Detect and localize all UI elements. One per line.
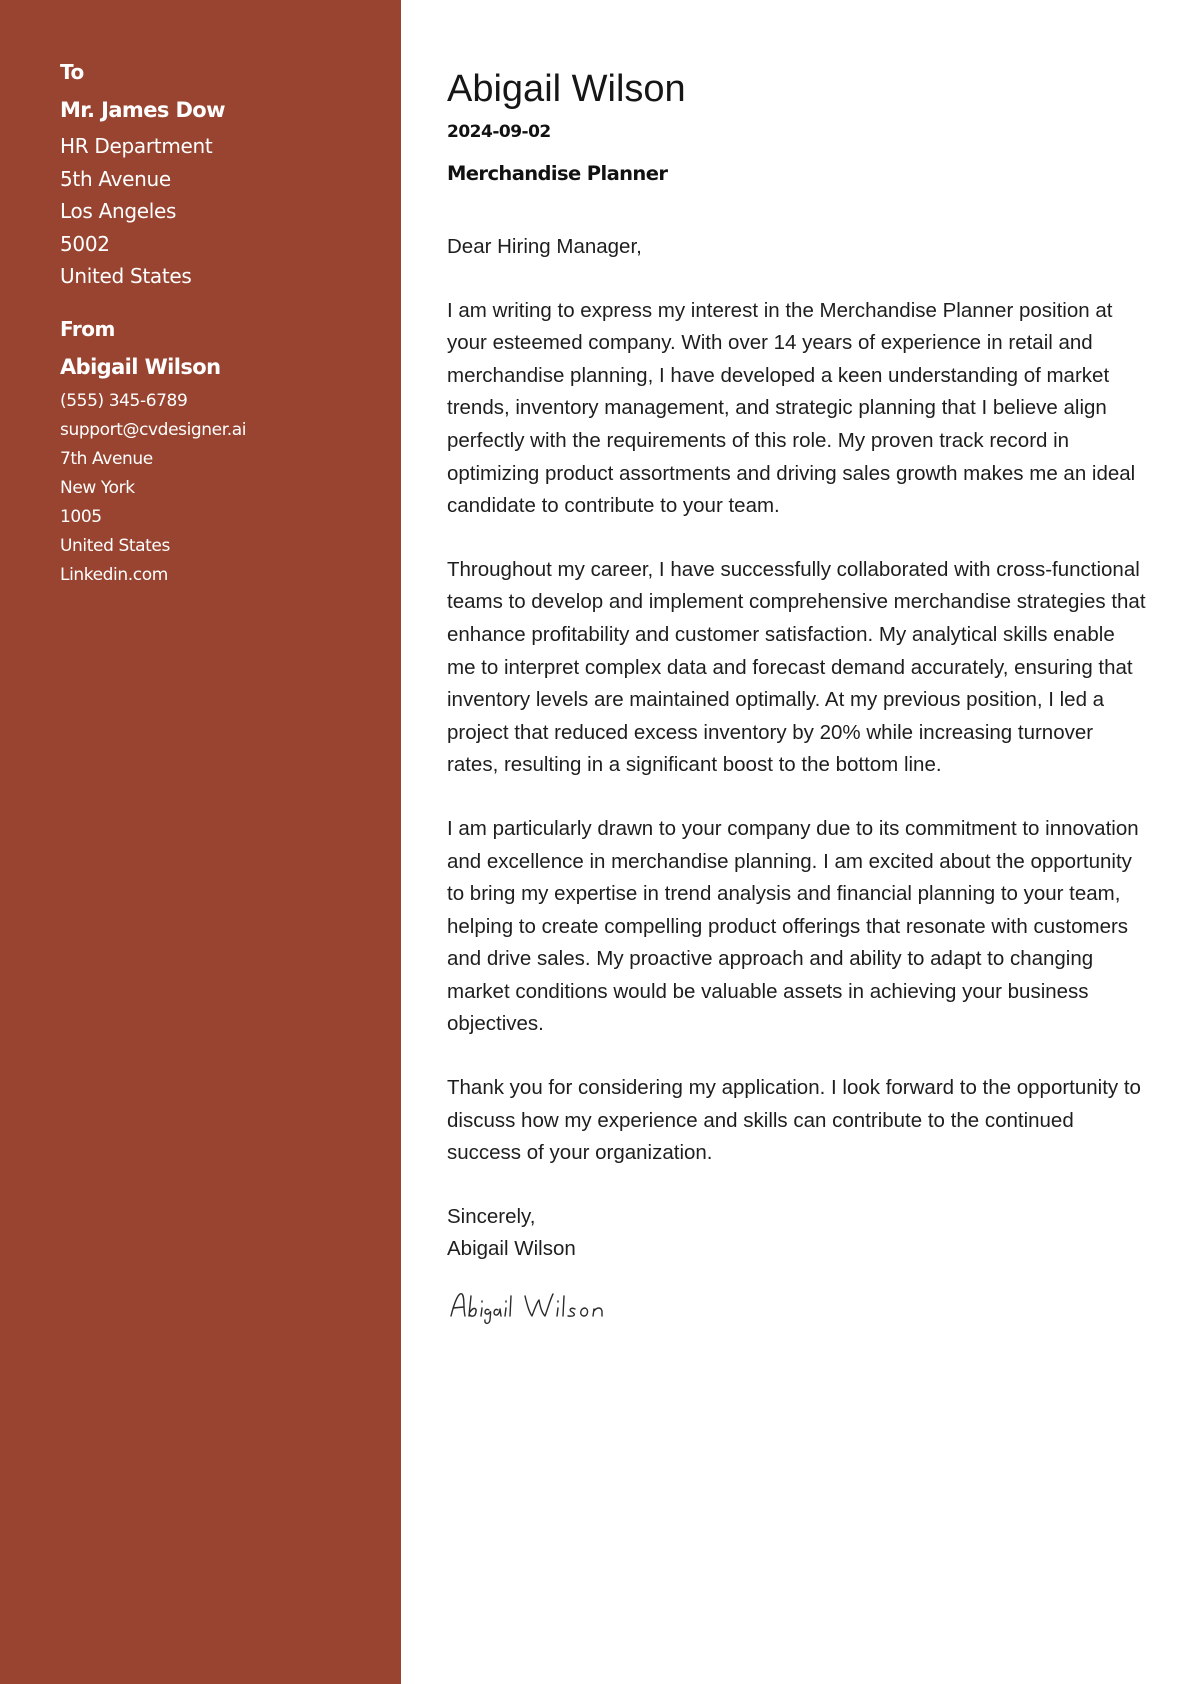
sender-email: support@cvdesigner.ai xyxy=(60,419,247,440)
sender-postcode: 1005 xyxy=(60,506,102,527)
recipient-line: United States xyxy=(60,264,192,288)
recipient-line: 5002 xyxy=(60,231,110,256)
recipient-line: 5th Avenue xyxy=(60,166,171,191)
letter-paragraph: I am writing to express my interest in the Merchandise Planner position at your esteemed company. With over 14 years of experience in retail and merchandise planning, I have developed a keen understanding of market trends, inventory management, and strategic planning that I believe align perfectly with the requirements of this role. My proven track record in optimizing product assortments and driving sales growth makes me an ideal candidate to contribute to your team. xyxy=(447,298,1136,518)
closing-phrase: Sincerely, xyxy=(447,1204,536,1228)
sender-linkedin: Linkedin.com xyxy=(60,564,168,585)
sender-heading: From xyxy=(60,316,115,341)
letter-paragraph: I am particularly drawn to your company due to its commitment to innovation and excellence in merchandise planning. I am excited about the opportunity to bring my expertise in trend analysis and financial planning to your team, helping to create compelling product offerings that resonate with customers and drive sales. My proactive approach and ability to adapt to changing market conditions would be valuable assets in achieving your business objectives. xyxy=(447,816,1139,1036)
sender-city: New York xyxy=(60,477,135,498)
salutation: Dear Hiring Manager, xyxy=(447,235,642,258)
sender-country: United States xyxy=(60,535,170,556)
recipient-line: Los Angeles xyxy=(60,199,177,223)
sender-phone: (555) 345-6789 xyxy=(60,390,188,411)
sender-street: 7th Avenue xyxy=(60,448,153,469)
closing-name: Abigail Wilson xyxy=(447,1237,576,1261)
recipient-heading: To xyxy=(60,60,84,84)
letter-paragraph: Throughout my career, I have successfully collaborated with cross-functional teams to develop and implement comprehensive merchandise strategies that enhance profitability and customer satisfaction. My analytical skills enable me to interpret complex data and forecast demand accurately, ensuring that inventory levels are maintained optimally. At my previous position, I led a project that reduced excess inventory by 20% while increasing turnover rates, resulting in a significant boost to the bottom line. xyxy=(447,557,1146,777)
letter-author-name: Abigail Wilson xyxy=(447,68,686,110)
recipient-line: HR Department xyxy=(60,134,213,158)
handwritten-signature xyxy=(447,1286,637,1326)
letter-date: 2024-09-02 xyxy=(447,122,551,142)
sender-name: Abigail Wilson xyxy=(60,354,221,379)
recipient-name: Mr. James Dow xyxy=(60,98,225,122)
closing-block xyxy=(447,1201,1160,1266)
letter-paragraph: Thank you for considering my application. I look forward to the opportunity to discuss how my experience and skills can contribute to the continued success of your organization. xyxy=(447,1076,1141,1165)
letter-role: Merchandise Planner xyxy=(447,162,668,185)
